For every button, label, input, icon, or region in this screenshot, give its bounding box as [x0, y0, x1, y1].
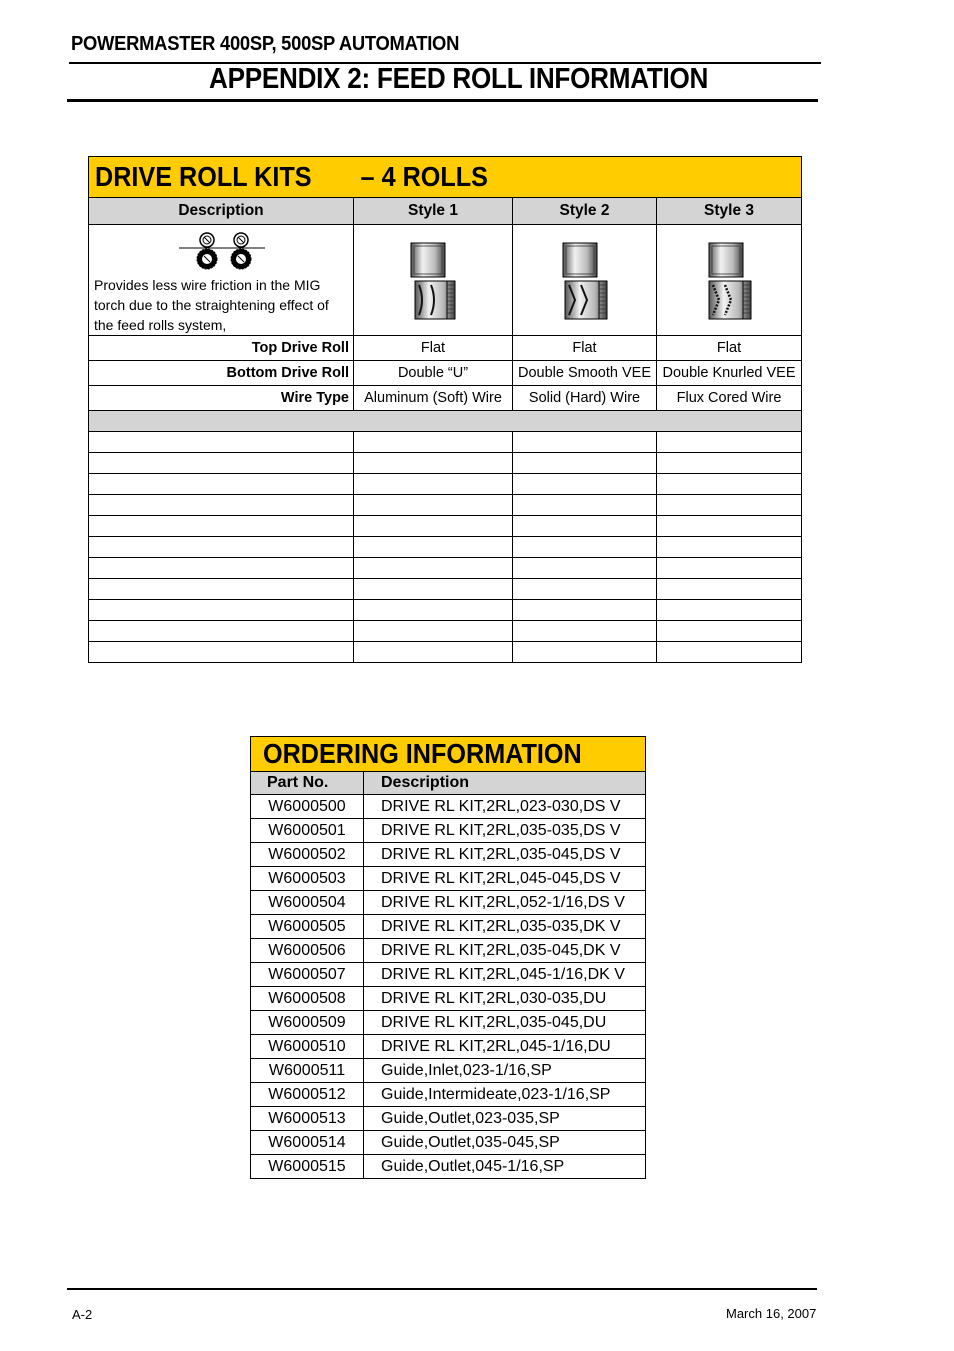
ordering-row — [251, 939, 646, 963]
table-cell: Flat — [513, 336, 657, 361]
style-2-image-cell — [513, 225, 657, 336]
empty-cell — [513, 600, 657, 621]
empty-cell — [89, 432, 354, 453]
empty-cell — [354, 516, 513, 537]
ordering-row — [251, 1155, 646, 1179]
ordering-row — [251, 987, 646, 1011]
ordering-row — [251, 1131, 646, 1155]
ordering-row — [251, 795, 646, 819]
ordering-row — [251, 915, 646, 939]
part-number: W6000509 — [251, 1011, 364, 1035]
ordering-table-title: ORDERING INFORMATION — [251, 737, 646, 772]
empty-cell — [354, 642, 513, 663]
blank-table-row — [89, 474, 802, 495]
empty-cell — [354, 600, 513, 621]
empty-cell — [657, 558, 802, 579]
empty-cell — [513, 474, 657, 495]
empty-cell — [513, 432, 657, 453]
document-subtitle: POWERMASTER 400SP, 500SP AUTOMATION — [71, 33, 460, 55]
empty-cell — [89, 537, 354, 558]
ordering-row — [251, 1035, 646, 1059]
empty-cell — [513, 537, 657, 558]
ordering-row — [251, 1107, 646, 1131]
part-description: Guide,Intermideate,023-1/16,SP — [364, 1083, 646, 1107]
row-label: Bottom Drive Roll — [89, 361, 354, 386]
title-rule — [67, 99, 818, 102]
empty-cell — [89, 495, 354, 516]
empty-cell — [89, 516, 354, 537]
ordering-row — [251, 891, 646, 915]
description-cell — [89, 225, 354, 336]
part-description: DRIVE RL KIT,2RL,045-1/16,DU — [364, 1035, 646, 1059]
top-drive-roll-row — [89, 336, 802, 361]
table-cell: Flux Cored Wire — [657, 386, 802, 411]
blank-table-row — [89, 621, 802, 642]
empty-cell — [354, 621, 513, 642]
empty-cell — [657, 474, 802, 495]
empty-cell — [513, 621, 657, 642]
empty-cell — [657, 516, 802, 537]
empty-cell — [354, 432, 513, 453]
empty-cell — [657, 600, 802, 621]
separator-row — [89, 411, 802, 432]
part-number: W6000507 — [251, 963, 364, 987]
part-description: DRIVE RL KIT,2RL,035-045,DU — [364, 1011, 646, 1035]
empty-cell — [657, 621, 802, 642]
drive-roll-kits-table — [88, 156, 802, 663]
part-number: W6000501 — [251, 819, 364, 843]
style-2-roll-icon — [561, 241, 609, 321]
style-3-image-cell — [657, 225, 802, 336]
empty-cell — [657, 642, 802, 663]
part-number: W6000510 — [251, 1035, 364, 1059]
blank-table-row — [89, 432, 802, 453]
wire-type-row — [89, 386, 802, 411]
part-number: W6000508 — [251, 987, 364, 1011]
blank-table-row — [89, 600, 802, 621]
ordering-row — [251, 867, 646, 891]
page-number: A-2 — [72, 1307, 93, 1322]
blank-table-row — [89, 516, 802, 537]
kit-table-title: DRIVE ROLL KITS – 4 ROLLS — [89, 157, 802, 198]
blank-table-row — [89, 453, 802, 474]
column-header: Style 3 — [657, 198, 802, 225]
ordering-row — [251, 963, 646, 987]
part-description: DRIVE RL KIT,2RL,023-030,DS V — [364, 795, 646, 819]
empty-cell — [513, 516, 657, 537]
empty-cell — [657, 432, 802, 453]
ordering-information-table — [250, 736, 646, 1179]
ordering-row — [251, 1059, 646, 1083]
table-cell: Solid (Hard) Wire — [513, 386, 657, 411]
table-cell: Flat — [657, 336, 802, 361]
empty-cell — [89, 453, 354, 474]
empty-cell — [89, 579, 354, 600]
table-cell: Double “U” — [354, 361, 513, 386]
part-number: W6000512 — [251, 1083, 364, 1107]
description-header: Description — [364, 772, 646, 795]
part-description: DRIVE RL KIT,2RL,052-1/16,DS V — [364, 891, 646, 915]
part-number: W6000513 — [251, 1107, 364, 1131]
row-label: Wire Type — [89, 386, 354, 411]
empty-cell — [354, 579, 513, 600]
blank-table-row — [89, 579, 802, 600]
empty-cell — [657, 537, 802, 558]
part-description: DRIVE RL KIT,2RL,035-035,DK V — [364, 915, 646, 939]
part-number: W6000515 — [251, 1155, 364, 1179]
part-no-header: Part No. — [251, 772, 364, 795]
part-description: DRIVE RL KIT,2RL,035-045,DS V — [364, 843, 646, 867]
table-cell: Flat — [354, 336, 513, 361]
style-3-roll-icon — [705, 241, 753, 321]
table-cell: Double Knurled VEE — [657, 361, 802, 386]
part-description: Guide,Outlet,045-1/16,SP — [364, 1155, 646, 1179]
ordering-table-header — [251, 772, 646, 795]
empty-cell — [354, 474, 513, 495]
part-description: Guide,Inlet,023-1/16,SP — [364, 1059, 646, 1083]
empty-cell — [657, 495, 802, 516]
part-number: W6000503 — [251, 867, 364, 891]
description-text: Provides less wire friction in the MIG torch due to the straightening effect of the feed rolls system, — [94, 277, 329, 333]
part-description: Guide,Outlet,023-035,SP — [364, 1107, 646, 1131]
ordering-row — [251, 1011, 646, 1035]
column-header: Description — [89, 198, 354, 225]
blank-table-row — [89, 558, 802, 579]
empty-cell — [657, 579, 802, 600]
blank-rows — [89, 432, 802, 663]
empty-cell — [513, 495, 657, 516]
part-description: DRIVE RL KIT,2RL,045-1/16,DK V — [364, 963, 646, 987]
row-label: Top Drive Roll — [89, 336, 354, 361]
empty-cell — [354, 537, 513, 558]
part-number: W6000511 — [251, 1059, 364, 1083]
table-cell: Aluminum (Soft) Wire — [354, 386, 513, 411]
empty-cell — [354, 558, 513, 579]
part-number: W6000502 — [251, 843, 364, 867]
footer-rule — [67, 1288, 817, 1290]
ordering-row — [251, 819, 646, 843]
blank-table-row — [89, 495, 802, 516]
part-number: W6000506 — [251, 939, 364, 963]
part-description: DRIVE RL KIT,2RL,035-035,DS V — [364, 819, 646, 843]
blank-table-row — [89, 537, 802, 558]
empty-cell — [89, 474, 354, 495]
empty-cell — [513, 453, 657, 474]
part-description: Guide,Outlet,035-045,SP — [364, 1131, 646, 1155]
table-cell: Double Smooth VEE — [513, 361, 657, 386]
drive-rolls-diagram-icon — [179, 231, 265, 277]
page-title: APPENDIX 2: FEED ROLL INFORMATION — [209, 63, 709, 95]
part-description: DRIVE RL KIT,2RL,035-045,DK V — [364, 939, 646, 963]
style-1-roll-icon — [409, 241, 457, 321]
empty-cell — [89, 621, 354, 642]
part-description: DRIVE RL KIT,2RL,045-045,DS V — [364, 867, 646, 891]
empty-cell — [657, 453, 802, 474]
bottom-drive-roll-row — [89, 361, 802, 386]
ordering-rows — [251, 795, 646, 1179]
column-header: Style 2 — [513, 198, 657, 225]
column-header: Style 1 — [354, 198, 513, 225]
empty-cell — [513, 642, 657, 663]
part-number: W6000514 — [251, 1131, 364, 1155]
blank-table-row — [89, 642, 802, 663]
part-number: W6000504 — [251, 891, 364, 915]
empty-cell — [513, 579, 657, 600]
style-1-image-cell — [354, 225, 513, 336]
part-number: W6000505 — [251, 915, 364, 939]
empty-cell — [89, 558, 354, 579]
part-number: W6000500 — [251, 795, 364, 819]
ordering-row — [251, 1083, 646, 1107]
kit-table-header — [89, 198, 802, 225]
empty-cell — [513, 558, 657, 579]
empty-cell — [89, 600, 354, 621]
ordering-row — [251, 843, 646, 867]
footer-date: March 16, 2007 — [726, 1306, 817, 1321]
empty-cell — [354, 453, 513, 474]
part-description: DRIVE RL KIT,2RL,030-035,DU — [364, 987, 646, 1011]
empty-cell — [89, 642, 354, 663]
empty-cell — [354, 495, 513, 516]
